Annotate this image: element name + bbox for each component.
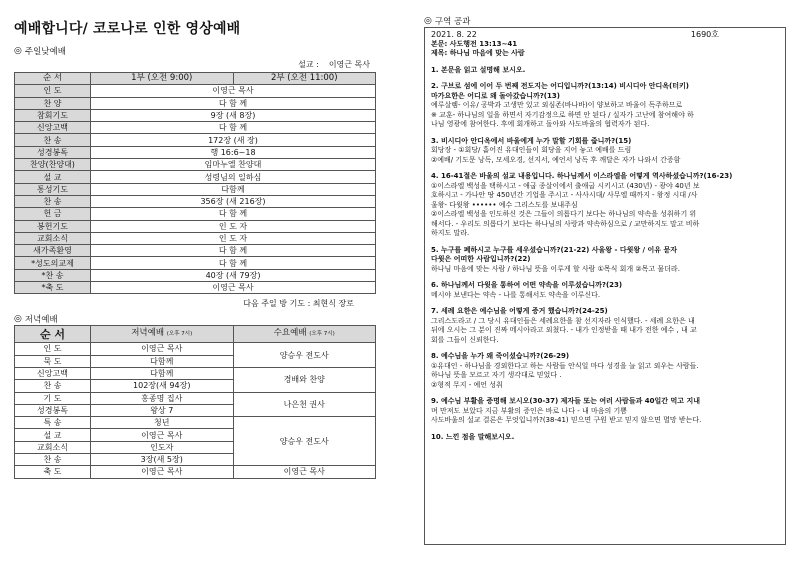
question-3: 3. 비시디아 안디옥에서 바울에게 누가 말할 기회를 줍니까?(15) <box>431 136 632 145</box>
table-header-row: 순 서 1부 (오전 9:00) 2부 (오전 11:00) <box>15 73 376 85</box>
bulletin-title: 예배합니다/ 코로나로 인한 영상예배 <box>14 21 241 37</box>
order-label: 새가족환영 <box>15 245 91 257</box>
lesson-box: 2021. 8. 22 1690호 본문: 사도행전 13:13~41 제목: 하나님 마음에 맞는 사람 1. 본문을 읽고 설명해 보시오. 2. 구브로 섬에 이어 두 번째 전도지는 어디입니까?(13:14) 비시디아 안디옥(터키) 마가요한은 어디로 왜 돌아갔습니까?(13) 예루살렘- 이유/ 공박과 고생만 있고 외심존(바나바)이 양보하고 바울이 독주하므로 ※ 교훈- 하나님의 일을 하면서 자기감정으로 하면 안 된다 / 실자가 고난에 참여해야 하 나님 영광에 참여한다. 후에 회개하고 돌아와 사도바울의 협력자가 된다. 3. 비시디아 안디옥에서 바울에게 누가 말할 기회를 줍니까?(15) 회당장 - ①회당/ 흩어진 유대인들이 회당을 지어 놓고 예배를 드림 ②예배/ 기도문 낭독, 모세오경, 선지서, 예언서 낭독 후 깨달은 자가 나와서 간증함 4. 16-41절은 바울의 설교 내용입니다. 하나님께서 이스라엘을 어떻게 역사하셨습니까?(16-23) ①이스라엘 백성을 택하시고 - 애굽 종살이에서 출애굽 시키시고 (430년) - 광야 40년 보 호하시고 - 가나안 땅 450년간 기업을 주시고 - 사사시대/ 사무엘 때까지 - 왕정 시대 /사 울왕- 다윗왕 •••••• 예수 그리스도를 보내주심 ②이스라엘 백성을 인도하신 것은 그들이 의롭다기 보다는 하나님의 약속을 성취하기 위 해서다. - 우리도 의롭다기 보다는 하나님의 사랑과 약속하심으로 / 교만하지도 말고 비하 하지도 말라. 5. 누구를 폐하시고 누구를 세우셨습니까?(21-22) 사울왕 - 다윗왕 / 이유 묻자 다윗은 어떠한 사람입니까?(22) 하나님 마음에 맞는 사람 / 하나님 뜻을 이루게 할 사람 ①목식 회개 ②목고 물더라. 6. 하나님께서 다윗을 통하여 어떤 약속을 이루셨습니까?(23) 메시야 보낸다는 약속 - 나를 통해서도 약속을 이루신다. 7. 세례 요한은 예수님을 어떻게 증거 했습니까?(24-25) 그리스도라고 / 그 당시 유대인들은 세례요한을 참 선지자라 인식했다. - 세례 요한은 내 뒤에 오시는 그 분이 진짜 메시아라고 외쳤다. - 내가 인정받을 때 내가 전한 예수 , 내 교 회를 그들이 신뢰한다. 8. 예수님을 누가 왜 죽이셨습니까?(26-29) ①유대인 - 하나님을 경외한다고 하는 사람들 안식일 마다 성경을 늘 읽고 외우는 사람들. 하나님 뜻을 모르고 자기 생각대로 믿었다 . ②형적 무지 - 예언 성취 9. 예수님 부활을 증명해 보시오(30-37) 제자들 또는 여러 사람들과 40일간 먹고 지내 며 만져도 보았다 지금 부활의 증인은 바로 나다 - 내 마음의 기쁨 사도바울의 설교 결론은 무엇입니까?(38-41) 믿으면 구원 받고 믿지 않으면 멸망 받는다. 10. 느낀 점을 말해보시오. <box>424 27 786 545</box>
order-label: 교회소식 <box>15 232 91 244</box>
table-row: 묵 도 다함께 <box>15 355 376 367</box>
table-row <box>15 282 376 294</box>
table-row <box>15 134 376 146</box>
table-row: 기 도 홍종명 집사 나은천 권사 <box>15 392 376 404</box>
order-value: 다 함 께 <box>91 208 376 220</box>
table-row <box>15 195 376 207</box>
table-header-row: 순 서 저녁예배 (오후 7시) 수요예배 (오후 7시) <box>15 326 376 343</box>
table-row <box>15 220 376 232</box>
scripture-text: 본문: 사도행전 13:13~41 <box>431 39 518 48</box>
order-value: 이영근 목사 <box>91 282 376 294</box>
question-4: 4. 16-41절은 바울의 설교 내용입니다. 하나님께서 이스라엘을 어떻게 역사하셨습니까?(16-23) <box>431 172 733 180</box>
order-label: *찬 송 <box>15 269 91 281</box>
question-7: 7. 세례 요한은 예수님을 어떻게 증거 했습니까?(24-25) <box>431 307 608 315</box>
order-value: 임마누엘 찬양대 <box>91 159 376 171</box>
order-value: 40장 (새 79장) <box>91 269 376 281</box>
order-label: 신앙고백 <box>15 122 91 134</box>
sermon-by: 설교 : 이영근 목사 <box>298 60 370 69</box>
order-value: 다 함 께 <box>91 257 376 269</box>
table-row <box>15 109 376 121</box>
table-row: 인 도 이영근 목사 양승우 전도사 <box>15 343 376 355</box>
table-row <box>15 245 376 257</box>
circle-mark-icon: ◎ <box>14 313 22 324</box>
order-value: 인 도 자 <box>91 232 376 244</box>
question-6: 6. 하나님께서 다윗을 통하여 어떤 약속을 이루셨습니까?(23) <box>431 281 623 289</box>
circle-mark-icon: ◎ <box>424 15 432 26</box>
table-row <box>15 159 376 171</box>
table-row: 신앙고백 다함께 경배와 찬양 <box>15 367 376 379</box>
order-value: 인 도 자 <box>91 220 376 232</box>
order-label: 참회기도 <box>15 109 91 121</box>
table-row <box>15 146 376 158</box>
order-label: 찬 양 <box>15 97 91 109</box>
question-2: 2. 구브로 섬에 이어 두 번째 전도지는 어디입니까?(13:14) 비시디아 안디옥(터키) <box>431 82 689 90</box>
order-label: 봉헌기도 <box>15 220 91 232</box>
order-value: 다함께 <box>91 183 376 195</box>
order-value: 이영근 목사 <box>91 85 376 97</box>
table-row <box>15 232 376 244</box>
evening-order-table <box>14 325 376 478</box>
table-row <box>15 183 376 195</box>
circle-mark-icon: ◎ <box>14 45 22 56</box>
order-label: 찬 송 <box>15 195 91 207</box>
order-value: 172장 (새 장) <box>91 134 376 146</box>
question-10: 10. 느낀 점을 말해보시오. <box>431 432 515 441</box>
question-5: 5. 누구를 폐하시고 누구를 세우셨습니까?(21-22) 사울왕 - 다윗왕 / 이유 묻자 <box>431 245 678 254</box>
order-label: *성도의교제 <box>15 257 91 269</box>
table-row: 찬 송 102장(새 94장) <box>15 380 376 392</box>
table-row <box>15 269 376 281</box>
order-value: 다 함 께 <box>91 245 376 257</box>
order-label: 헌 금 <box>15 208 91 220</box>
order-value: 성령님의 일하심 <box>91 171 376 183</box>
table-row: 설 교 이영근 목사 <box>15 429 376 441</box>
order-value: 9장 (새 8장) <box>91 109 376 121</box>
next-week-prayer: 다음 주일 방 기도 : 최현식 장로 <box>243 299 354 309</box>
order-label: 인 도 <box>15 85 91 97</box>
table-row <box>15 208 376 220</box>
table-row: 교회소식 인도자 <box>15 441 376 453</box>
sunday-section-title: ◎ 주일낮예배 <box>14 45 66 57</box>
table-row <box>15 122 376 134</box>
order-label: 찬 송 <box>15 134 91 146</box>
table-row <box>15 257 376 269</box>
order-label: *축 도 <box>15 282 91 294</box>
lesson-header: 2021. 8. 22 1690호 <box>431 30 719 39</box>
order-label: 성경봉독 <box>15 146 91 158</box>
question-1: 1. 본문을 읽고 설명해 보시오. <box>431 65 526 74</box>
right-column <box>424 15 786 545</box>
order-label: 찬양(찬양대) <box>15 159 91 171</box>
lesson-subject: 제목: 하나님 마음에 맞는 사람 <box>431 49 525 57</box>
table-row <box>15 171 376 183</box>
order-label: 설 교 <box>15 171 91 183</box>
table-row <box>15 85 376 97</box>
table-row <box>15 97 376 109</box>
evening-section-title: ◎ 저녁예배 <box>14 313 58 325</box>
order-value: 다 함 께 <box>91 122 376 134</box>
question-9: 9. 예수님 부활을 증명해 보시오(30-37) 제자들 또는 여러 사람들과 40일간 먹고 지내 <box>431 397 700 405</box>
order-value: 다 함 께 <box>91 97 376 109</box>
cell-lesson-title: ◎ 구역 공과 <box>424 15 471 27</box>
order-label: 통성기도 <box>15 183 91 195</box>
table-row: 찬 송 3장(새 5장) <box>15 454 376 466</box>
table-row: 축 도 이영근 목사 이영근 목사 <box>15 466 376 478</box>
table-row: 성경봉독 왕상 7 <box>15 404 376 416</box>
order-value: 356장 (새 216장) <box>91 195 376 207</box>
question-8: 8. 예수님을 누가 왜 죽이셨습니까?(26-29) <box>431 352 570 360</box>
table-row: 특 송 청년 양승우 전도사 <box>15 417 376 429</box>
left-column <box>14 18 376 479</box>
sunday-order-table <box>14 72 376 294</box>
order-value: 행 16:6~18 <box>91 146 376 158</box>
